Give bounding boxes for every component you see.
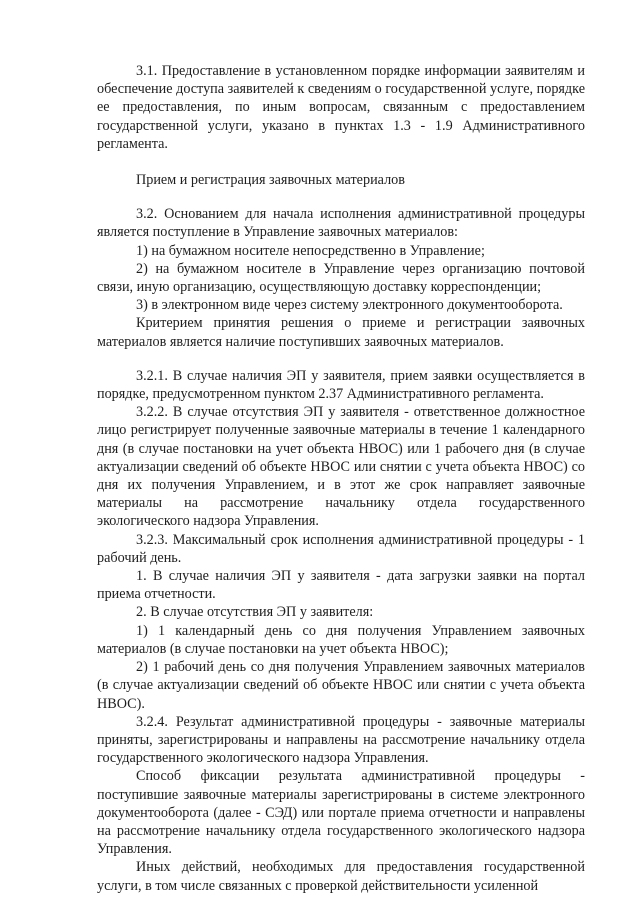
list-item-3-2-3: 3) в электронном виде через систему электронного документооборота. <box>136 297 563 314</box>
paragraph-3-2-2: 3.2.2. В случае отсутствия ЭП у заявителя - ответственное должностное лицо регистрирует полученные заявочные материалы в течение 1 календарного дня (в случае постановки на учет объекта НВОС) или 1 рабочего дня (в случае актуализации сведений об объекте НВОС или снятии с учета объекта НВОС) со дня их получения Управлением, и в этот же срок направляет заявочные материалы на рассмотрение начальнику отдела государственного экологического надзора Управления. <box>97 404 585 530</box>
list-item-3-2-3-2: 2. В случае отсутствия ЭП у заявителя: <box>136 604 374 621</box>
document-body <box>97 62 585 895</box>
list-item-3-2-3-1: 1. В случае наличия ЭП у заявителя - дата загрузки заявки на портал приема отчетности. <box>97 568 585 603</box>
paragraph-3-2-3: 3.2.3. Максимальный срок исполнения административной процедуры - 1 рабочий день. <box>97 531 585 566</box>
paragraph-other-actions: Иных действий, необходимых для предоставления государственной услуги, в том числе связанных с проверкой действительности усиленной <box>97 859 585 894</box>
paragraph-3-2-4: 3.2.4. Результат административной процедуры - заявочные материалы приняты, зарегистрированы и направлены на рассмотрение начальнику отдела государственного экологического надзора Управления. <box>97 713 585 767</box>
paragraph-3-2: 3.2. Основанием для начала исполнения административной процедуры является поступление в Управление заявочных материалов: <box>97 206 585 241</box>
list-item-3-2-3-2-1: 1) 1 календарный день со дня получения Управлением заявочных материалов (в случае постановки на учет объекта НВОС); <box>97 622 585 657</box>
list-item-3-2-1: 1) на бумажном носителе непосредственно в Управление; <box>136 242 485 259</box>
paragraph-fixation: Способ фиксации результата административной процедуры - поступившие заявочные материалы зарегистрированы в системе электронного документооборота (далее - СЭД) или портале приема отчетности и направлены на рассмотрение начальнику отдела государственного экологического надзора Управления. <box>97 768 585 858</box>
section-heading-receipt: Прием и регистрация заявочных материалов <box>136 172 405 189</box>
list-item-3-2-3-2-2: 2) 1 рабочий день со дня получения Управлением заявочных материалов (в случае актуализации сведений об объекте НВОС или снятии с учета объекта НВОС). <box>97 659 585 712</box>
paragraph-criterion: Критерием принятия решения о приеме и регистрации заявочных материалов является наличие поступивших заявочных материалов. <box>97 315 585 350</box>
paragraph-3-2-1: 3.2.1. В случае наличия ЭП у заявителя, прием заявки осуществляется в порядке, предусмотренном пунктом 2.37 Административного регламента. <box>97 367 585 403</box>
paragraph-3-1: 3.1. Предоставление в установленном порядке информации заявителям и обеспечение доступа заявителей к сведениям о государственной услуге, порядке ее предоставления, по иным вопросам, связанным с предоставлением государственной услуги, указано в пунктах 1.3 - 1.9 Административного регламента. <box>97 63 585 152</box>
list-item-3-2-2: 2) на бумажном носителе в Управление через организацию почтовой связи, иную организацию, осуществляющую доставку корреспонденции; <box>97 260 585 296</box>
